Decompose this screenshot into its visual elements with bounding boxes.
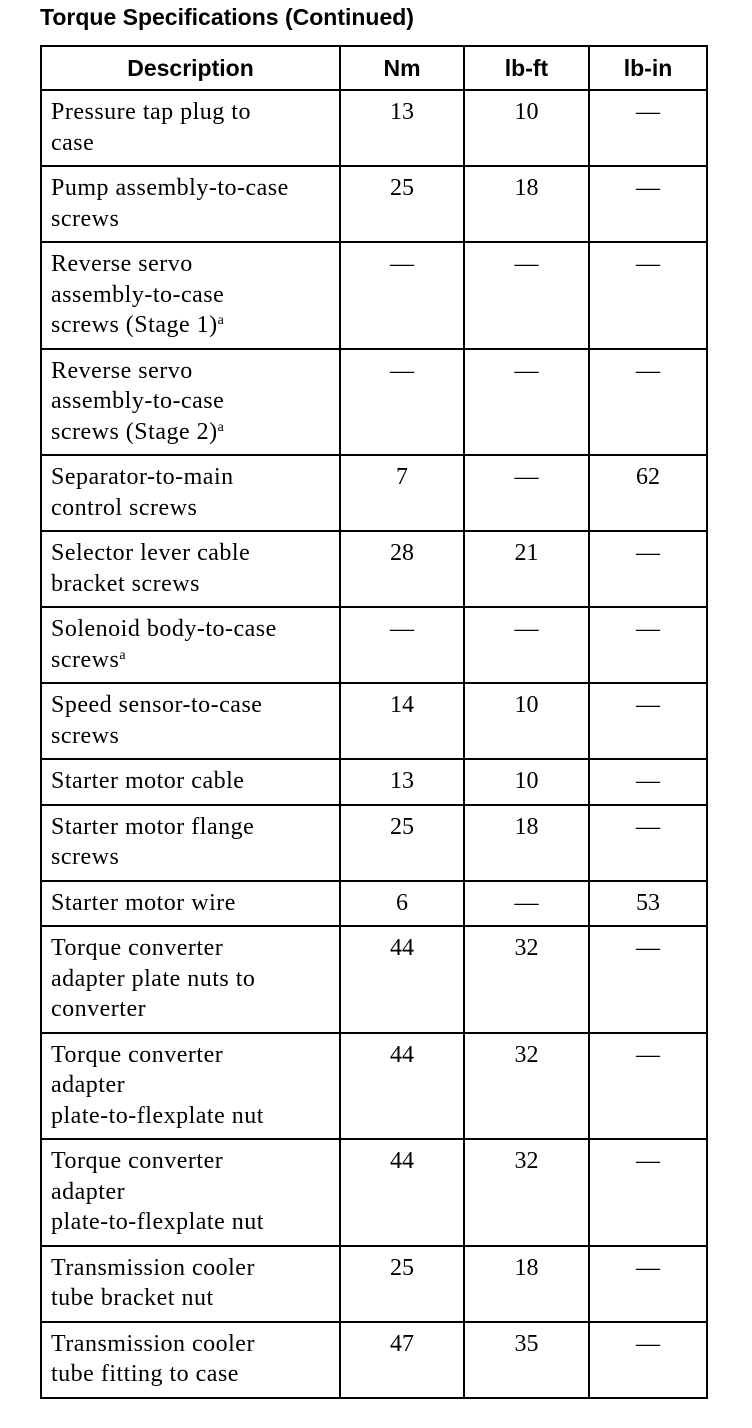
nm-cell: 47 — [340, 1322, 464, 1398]
description-line: adapter — [51, 1072, 126, 1098]
lb-in-cell: 53 — [589, 881, 707, 927]
description-cell — [41, 1139, 340, 1246]
table-row — [41, 805, 707, 881]
lb-in-cell: — — [589, 759, 707, 805]
lb-ft-cell: — — [464, 881, 589, 927]
description-cell — [41, 242, 340, 349]
lb-ft-cell: 32 — [464, 1033, 589, 1140]
lb-ft-cell: 18 — [464, 166, 589, 242]
description-line: Transmission cooler — [51, 1254, 255, 1281]
table-body — [41, 90, 707, 1398]
description-cell — [41, 683, 340, 759]
header-lb-in: lb-in — [589, 46, 707, 90]
table-row — [41, 683, 707, 759]
lb-in-cell: — — [589, 926, 707, 1033]
table-row — [41, 607, 707, 683]
description-line: assembly-to-case — [51, 388, 225, 414]
lb-in-cell: — — [589, 1033, 707, 1140]
table-row — [41, 881, 707, 927]
header-nm: Nm — [340, 46, 464, 90]
description-cell — [41, 805, 340, 881]
description-cell — [41, 1033, 340, 1140]
description-cell — [41, 455, 340, 531]
description-cell — [41, 166, 340, 242]
description-cell — [41, 607, 340, 683]
page-title: Torque Specifications (Continued) — [40, 4, 414, 30]
footnote-marker: a — [119, 647, 127, 663]
lb-in-cell: — — [589, 805, 707, 881]
lb-in-cell: — — [589, 90, 707, 166]
lb-ft-cell: — — [464, 242, 589, 349]
lb-ft-cell: 10 — [464, 759, 589, 805]
description-line: Starter motor wire — [51, 889, 236, 916]
lb-in-cell: — — [589, 683, 707, 759]
lb-ft-cell: 18 — [464, 1246, 589, 1322]
nm-cell: — — [340, 607, 464, 683]
lb-ft-cell: 35 — [464, 1322, 589, 1398]
description-line: Selector lever cable — [51, 540, 251, 566]
description-line: adapter plate nuts to — [51, 965, 256, 992]
description-line: Reverse servo — [51, 357, 193, 384]
description-line: bracket screws — [51, 570, 200, 597]
table-header-row — [41, 46, 707, 90]
lb-in-cell: — — [589, 242, 707, 349]
lb-in-cell: — — [589, 607, 707, 683]
nm-cell: 13 — [340, 90, 464, 166]
description-cell — [41, 531, 340, 607]
description-line: screws — [51, 646, 120, 673]
description-line: plate-to-flexplate nut — [51, 1209, 264, 1235]
header-lb-ft: lb-ft — [464, 46, 589, 90]
description-cell — [41, 926, 340, 1033]
description-line: Speed sensor-to-case — [51, 692, 263, 718]
description-line: screws (Stage 2) — [51, 418, 218, 445]
table-row — [41, 242, 707, 349]
description-line: screws (Stage 1) — [51, 312, 218, 338]
description-line: Starter motor cable — [51, 768, 245, 794]
table-row — [41, 166, 707, 242]
nm-cell: 28 — [340, 531, 464, 607]
lb-in-cell: — — [589, 531, 707, 607]
nm-cell: 25 — [340, 166, 464, 242]
description-line: case — [51, 129, 95, 156]
nm-cell: — — [340, 242, 464, 349]
lb-ft-cell: 10 — [464, 90, 589, 166]
description-line: control screws — [51, 494, 198, 521]
nm-cell: 44 — [340, 1139, 464, 1246]
nm-cell: 25 — [340, 805, 464, 881]
lb-in-cell: — — [589, 349, 707, 456]
description-line: Torque converter — [51, 935, 224, 961]
lb-ft-cell: 10 — [464, 683, 589, 759]
lb-ft-cell: — — [464, 455, 589, 531]
description-cell — [41, 349, 340, 456]
description-line: tube fitting to case — [51, 1361, 239, 1387]
description-line: Solenoid body-to-case — [51, 616, 277, 642]
table-row — [41, 926, 707, 1033]
description-line: Transmission cooler — [51, 1330, 255, 1357]
description-line: Reverse servo — [51, 251, 193, 277]
description-line: assembly-to-case — [51, 281, 225, 308]
table-row — [41, 90, 707, 166]
description-line: plate-to-flexplate nut — [51, 1102, 264, 1129]
table-row — [41, 1246, 707, 1322]
description-cell — [41, 90, 340, 166]
description-line: Torque converter — [51, 1148, 224, 1174]
description-cell — [41, 1322, 340, 1398]
table-row — [41, 1139, 707, 1246]
lb-ft-cell: — — [464, 607, 589, 683]
footnote-marker: a — [217, 419, 225, 435]
table-row — [41, 455, 707, 531]
description-cell — [41, 759, 340, 805]
description-line: Torque converter — [51, 1041, 224, 1068]
nm-cell: 44 — [340, 1033, 464, 1140]
description-line: tube bracket nut — [51, 1285, 214, 1311]
description-line: screws — [51, 205, 120, 232]
description-cell — [41, 1246, 340, 1322]
torque-spec-table — [40, 45, 708, 1399]
lb-in-cell: — — [589, 1139, 707, 1246]
nm-cell: — — [340, 349, 464, 456]
table-row — [41, 531, 707, 607]
lb-ft-cell: — — [464, 349, 589, 456]
nm-cell: 25 — [340, 1246, 464, 1322]
lb-ft-cell: 32 — [464, 926, 589, 1033]
nm-cell: 14 — [340, 683, 464, 759]
lb-ft-cell: 32 — [464, 1139, 589, 1246]
nm-cell: 44 — [340, 926, 464, 1033]
description-line: adapter — [51, 1178, 126, 1205]
lb-in-cell: 62 — [589, 455, 707, 531]
description-line: screws — [51, 722, 120, 749]
lb-ft-cell: 21 — [464, 531, 589, 607]
table-row — [41, 349, 707, 456]
nm-cell: 7 — [340, 455, 464, 531]
lb-in-cell: — — [589, 1246, 707, 1322]
nm-cell: 6 — [340, 881, 464, 927]
description-line: screws — [51, 844, 120, 870]
description-line: converter — [51, 996, 147, 1022]
table-row — [41, 1322, 707, 1398]
lb-in-cell: — — [589, 166, 707, 242]
lb-ft-cell: 18 — [464, 805, 589, 881]
description-cell — [41, 881, 340, 927]
footnote-marker: a — [217, 313, 225, 328]
description-line: Separator-to-main — [51, 464, 234, 490]
nm-cell: 13 — [340, 759, 464, 805]
table-row — [41, 759, 707, 805]
description-line: Starter motor flange — [51, 813, 255, 840]
table-row — [41, 1033, 707, 1140]
description-line: Pressure tap plug to — [51, 99, 251, 125]
header-description: Description — [41, 46, 340, 90]
lb-in-cell: — — [589, 1322, 707, 1398]
description-line: Pump assembly-to-case — [51, 175, 289, 201]
